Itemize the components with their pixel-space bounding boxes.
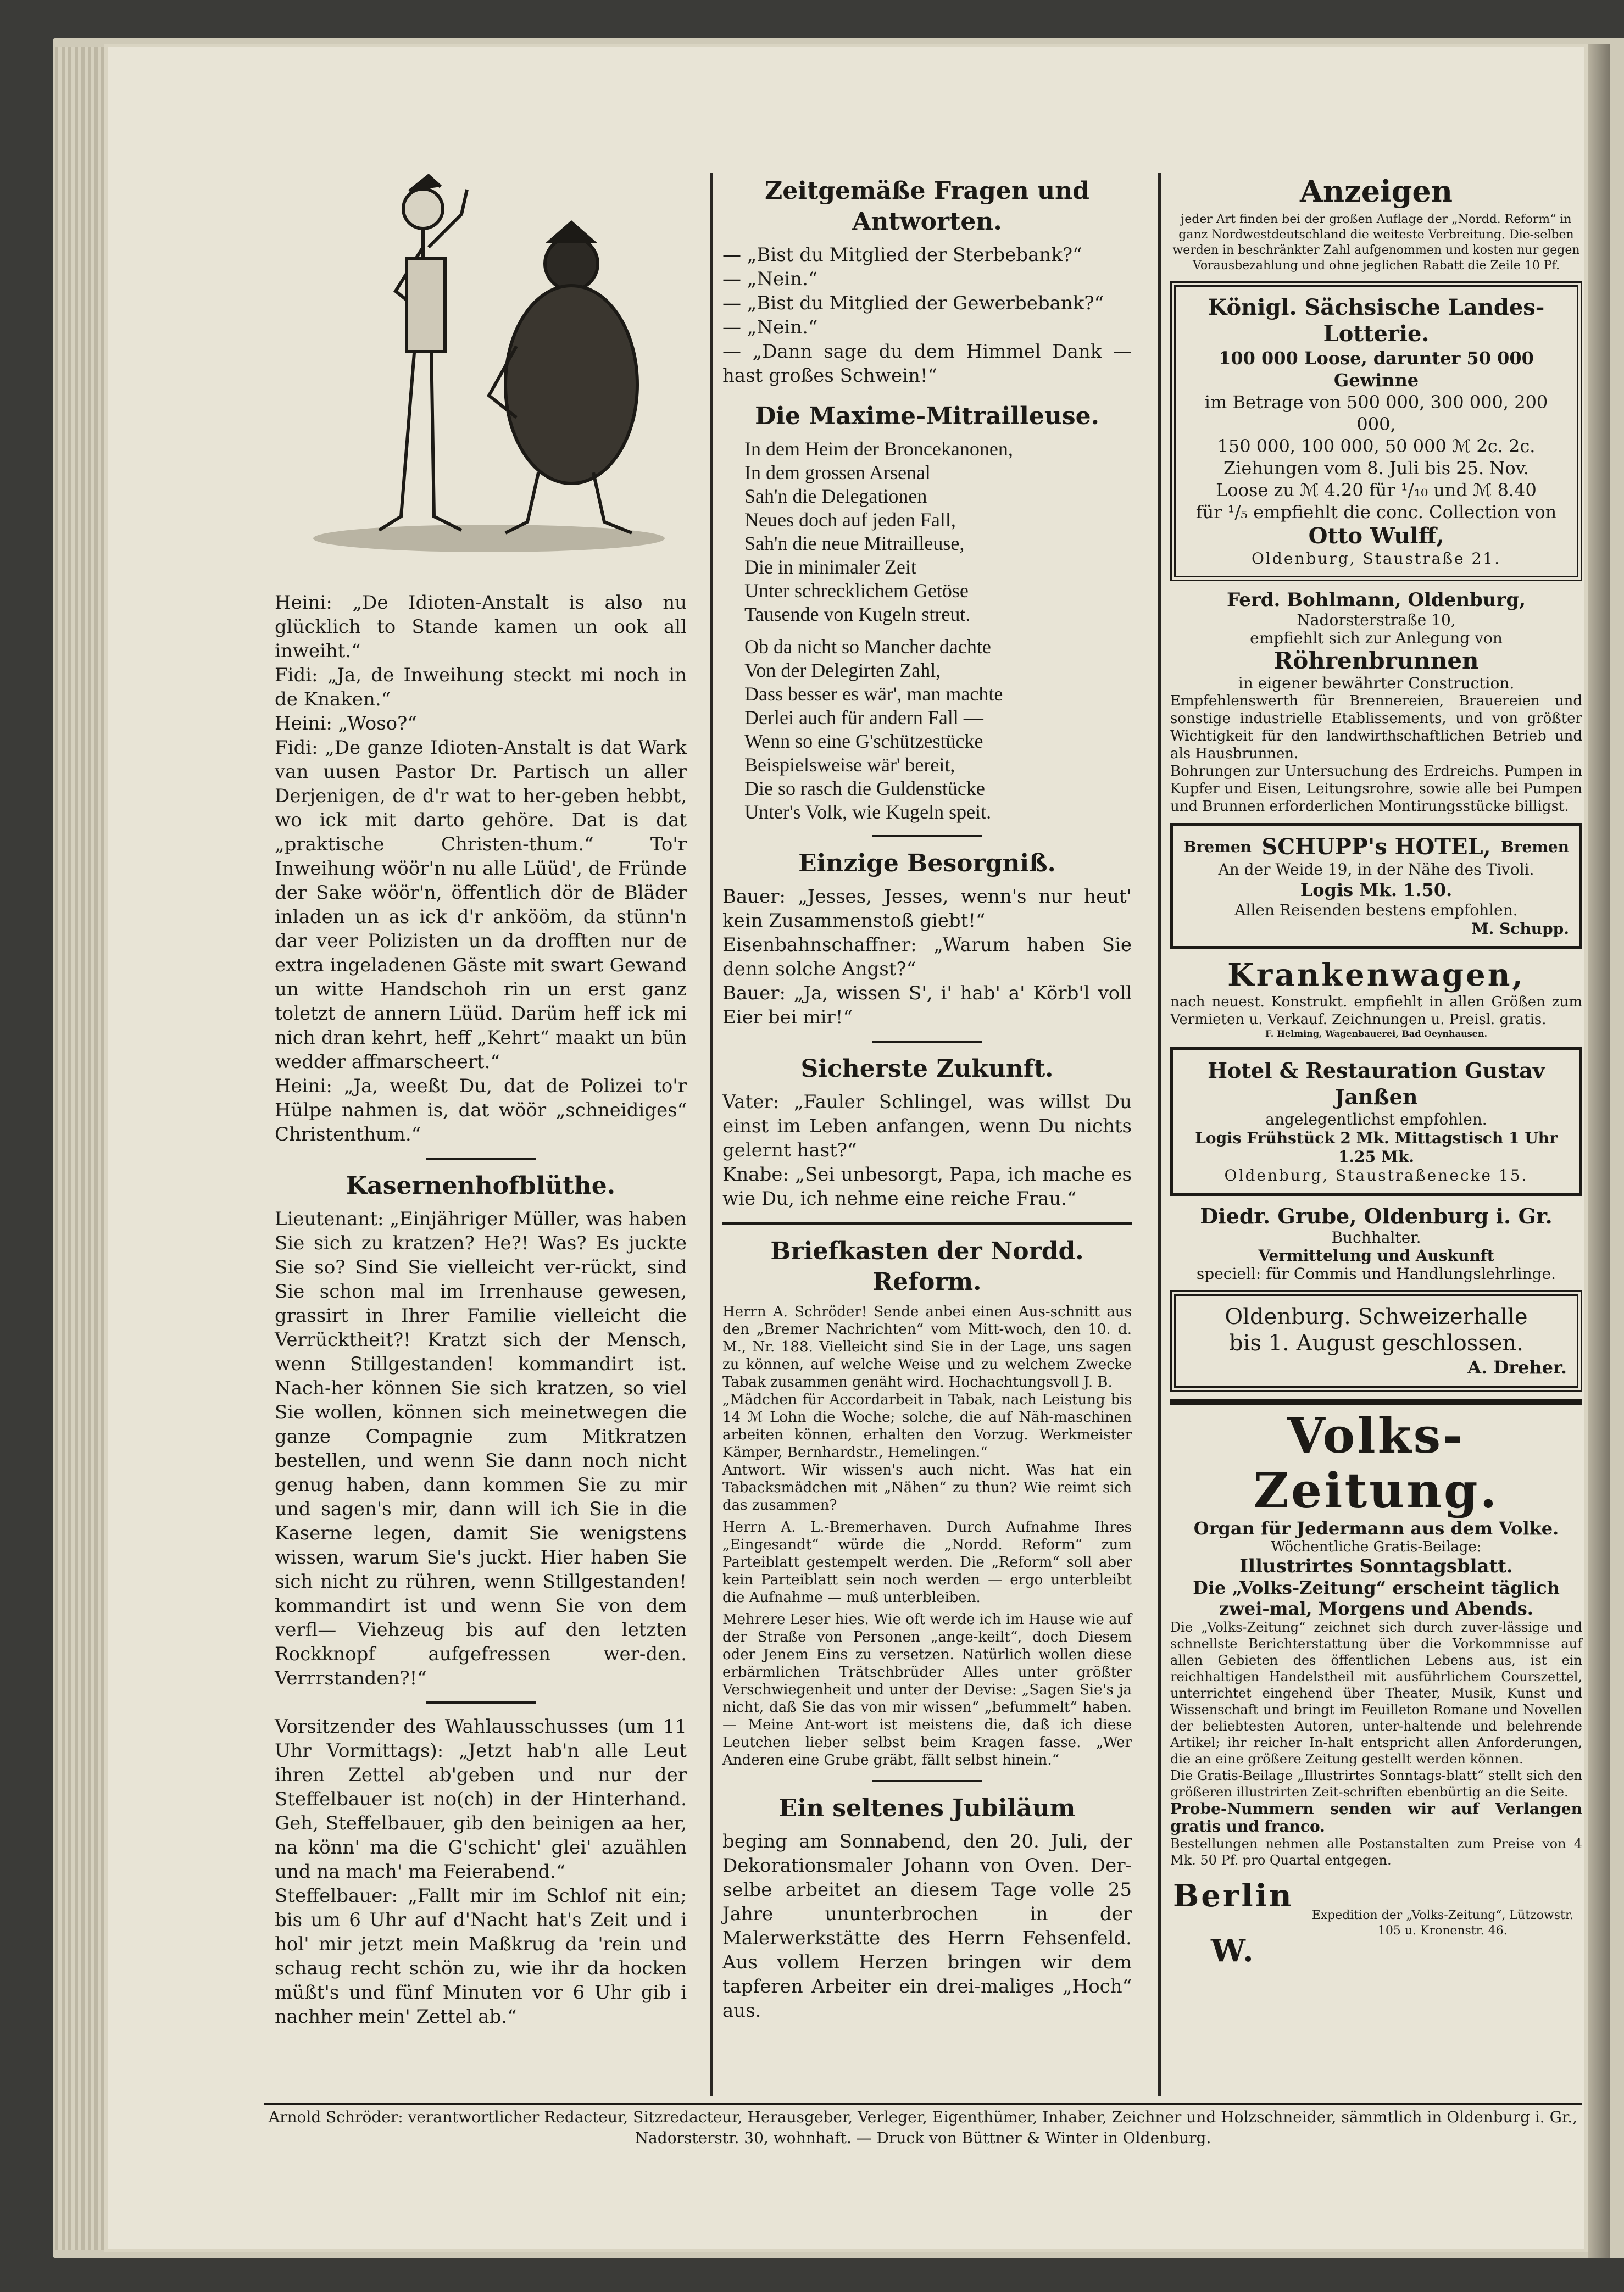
ad-text: nach neuest. Konstrukt. empfiehlt in allen Größen zum Vermieten u. Verkauf. Zeichnungen u. Preisl. gratis. bbox=[1170, 994, 1582, 1028]
ad-schupp bbox=[1170, 823, 1582, 949]
qa-line: — „Dann sage du dem Himmel Dank — hast großes Schwein!“ bbox=[722, 341, 1132, 387]
ad-text: Bestellungen nehmen alle Postanstalten zum Preise von 4 Mk. 50 Pf. pro Quartal entgegen. bbox=[1170, 1836, 1582, 1868]
paragraph: Bauer: „Jesses, Jesses, wenn's nur heut' kein Zusammenstoß giebt!“ bbox=[722, 886, 1132, 932]
letter-paragraph: „Mädchen für Accordarbeit in Tabak, nach Leistung bis 14 ℳ Lohn die Woche; solche, die auf Näh-maschinen arbeiten können, erhalten den Vorzug. Werkmeister Kämper, Bernhardstr., Hemelingen.“ bbox=[722, 1392, 1132, 1461]
dialog-line: Fidi: „De ganze Idioten-Anstalt is dat Wark van uusen Pastor Dr. Partisch un aller Derjenigen, de d'r wat to her-geben hebbt, wo ick mit darto gehöre. Dat is dat „praktische Christen-thum.“ To'r Inweihung wöör'n nu alle Lüüd', de Fründe der Sake wöör'n, öffentlich dör de Bläder inladen un as ick d'r ankööm, da stünn'n dar veer Polizisten un da drofften nur de extra ingeladenen Gäste mit swart Gewand un witte Handschoh rin un erst ganz toletzt de annern Lüüd. Darüm heff ick mi nich dran kehrt, heff „Kehrt“ maakt un bün wedder affmarscheert.“ bbox=[275, 737, 687, 1073]
ad-grube bbox=[1170, 1204, 1582, 1283]
ad-sign: F. Helming, Wagenbauerei, Bad Oeynhausen. bbox=[1265, 1028, 1488, 1039]
ad-city: Bremen bbox=[1183, 838, 1252, 856]
poem-stanza-1 bbox=[722, 437, 1132, 626]
verse-line: Wenn so eine G'schützestücke bbox=[744, 730, 983, 752]
ad-text: Probe-Nummern senden wir auf Verlangen gratis und franco. bbox=[1170, 1800, 1582, 1835]
qa-line: — „Nein.“ bbox=[722, 316, 818, 338]
briefkasten-heading: Briefkasten der Nordd. Reform. bbox=[770, 1237, 1084, 1296]
ad-line: Loose zu ℳ 4.20 für ¹/₁₀ und ℳ 8.40 bbox=[1216, 480, 1537, 500]
column-rule-2 bbox=[1158, 173, 1161, 2096]
schupp-header bbox=[1183, 834, 1569, 860]
ad-line: Allen Reisenden bestens empfohlen. bbox=[1234, 901, 1518, 919]
fragen-heading: Zeitgemäße Fragen und Antworten. bbox=[765, 177, 1089, 236]
qa-line: — „Bist du Mitglied der Sterbebank?“ bbox=[722, 244, 1082, 266]
dialog-line: Heini: „De Idioten-Anstalt is also nu glücklich to Stande kamen un ook all inweiht.“ bbox=[275, 592, 687, 662]
ad-title: Oldenburg. Schweizerhalle bbox=[1225, 1304, 1528, 1329]
ad-line: Vermittelung und Auskunft bbox=[1258, 1247, 1494, 1265]
ad-line: im Betrage von 500 000, 300 000, 200 000, bbox=[1204, 392, 1548, 435]
ad-text: Die „Volks-Zeitung“ zeichnet sich durch zuver-lässige und schnellste Berichterstattung über die Vorkommnisse auf allen Gebieten des öffentlichen Lebens aus, ist ein reichhaltigen Handelstheil mit ausführlichem Courszettel, unterrichtet eingehend über Theater, Musik, Kunst und Wissenschaft und bringt im Feuilleton Romane und Novellen der beliebtesten Autoren, unter-haltende und belehrende Artikel; ihr reicher In-halt entspricht allen Anforderungen, die an eine größere Zeitung gestellt werden können. bbox=[1170, 1620, 1582, 1767]
verse-line: Sah'n die Delegationen bbox=[744, 485, 927, 507]
verse-line: Unter's Volk, wie Kugeln speit. bbox=[744, 801, 992, 823]
zukunft-heading: Sicherste Zukunft. bbox=[800, 1055, 1054, 1083]
ad-title: Hotel & Restauration Gustav Janßen bbox=[1208, 1058, 1545, 1109]
ad-janssen bbox=[1170, 1047, 1582, 1196]
ad-lotterie bbox=[1170, 281, 1582, 581]
ad-line: Buchhalter. bbox=[1331, 1228, 1421, 1247]
letter-paragraph: Herrn A. Schröder! Sende anbei einen Aus-schnitt aus den „Bremer Nachrichten“ vom Mitt-woch, den 10. d. M., Nr. 188. Vielleicht sind Sie in der Lage, uns sagen zu können, auf welche Weise und zu welchem Zwecke Tabak zusammen genäht wird. Hochachtungsvoll J. B. bbox=[722, 1304, 1132, 1390]
maxime-heading: Die Maxime-Mitrailleuse. bbox=[755, 402, 1099, 430]
cartoon-illustration bbox=[297, 165, 681, 566]
verse-line: Sah'n die neue Mitrailleuse, bbox=[744, 532, 965, 554]
ad-line: empfiehlt sich zur Anlegung von bbox=[1250, 629, 1503, 647]
verse-line: Die so rasch die Guldenstücke bbox=[744, 777, 985, 799]
verse-line: Unter schrecklichem Getöse bbox=[744, 580, 969, 602]
ad-bohlmann bbox=[1170, 589, 1582, 815]
ad-city: Berlin W. bbox=[1172, 1878, 1294, 1969]
verse-line: Neues doch auf jeden Fall, bbox=[744, 509, 956, 531]
lotterie-title: Königl. Sächsische Landes-Lotterie. bbox=[1208, 294, 1545, 347]
ad-line: An der Weide 19, in der Nähe des Tivoli. bbox=[1218, 860, 1534, 878]
divider bbox=[722, 1222, 1132, 1225]
ad-line: Wöchentliche Gratis-Beilage: bbox=[1271, 1539, 1482, 1555]
ad-line: 150 000, 100 000, 50 000 ℳ 2c. 2c. bbox=[1217, 436, 1536, 457]
qa-line: — „Bist du Mitglied der Gewerbebank?“ bbox=[722, 292, 1104, 314]
ad-volkszeitung bbox=[1170, 1399, 1582, 1978]
ad-schweizerhalle bbox=[1170, 1290, 1582, 1392]
verse-line: Beispielsweise wär' bereit, bbox=[744, 754, 955, 776]
ad-sign: M. Schupp. bbox=[1471, 920, 1569, 938]
ad-name: SCHUPP's HOTEL, bbox=[1261, 834, 1491, 860]
letter-paragraph: Mehrere Leser hies. Wie oft werde ich im Hause wie auf der Straße von Personen „ange-keilt“, doch Diesem oder Jenem Eins zu versetzen. Natürlich wollen diese erbärmlichen Trätschbrüder Alles unter größter Verschwiegenheit und unter der Devise: „Sagen Sie's ja nicht, daß Sie das von mir wissen“ „befummelt“ haben. — Meine Ant-wort ist meistens die, daß ich diese Leutchen lieber selbst beim Kragen fasse. „Wer Anderen eine Grube gräbt, fällt selbst hinein.“ bbox=[722, 1611, 1132, 1768]
paragraph: Steffelbauer: „Fallt mir im Schlof nit ein; bis um 6 Uhr auf d'Nacht hat's Zeit und i hol' mir jetzt mein Maßkrug da 'rein und schaug recht schön zu, wie ihr da hocken müßt's und fünf Minuten vor 6 Uhr gib i nachher mein' Zettel ab.“ bbox=[275, 1885, 687, 2028]
sorge-heading: Einzige Besorgniß. bbox=[798, 849, 1056, 877]
paragraph: beging am Sonnabend, den 20. Juli, der Dekorationsmaler Johann von Oven. Der-selbe arbeitet an diesem Tage volle 25 Jahre ununterbrochen in der Malerwerkstätte des Herrn Fehsenfeld. Aus vollem Herzen bringen wir dem tapferen Arbeiter ein drei-maliges „Hoch“ aus. bbox=[722, 1831, 1132, 2022]
column-2 bbox=[722, 176, 1132, 2023]
imprint-footer: Arnold Schröder: verantwortlicher Redacteur, Sitzredacteur, Herausgeber, Verleger, Eigenthümer, Inhaber, Zeichner und Holzschneider, sämmtlich in Oldenburg i. Gr., Nadorsterstr. 30, wohnhaft. — Druck von Büttner & Winter in Oldenburg. bbox=[268, 2108, 1578, 2147]
ad-name: Ferd. Bohlmann, Oldenburg, bbox=[1226, 589, 1526, 611]
verse-line: Von der Delegirten Zahl, bbox=[744, 659, 941, 681]
verse-line: In dem Heim der Broncekanonen, bbox=[744, 438, 1013, 460]
ad-line: Expedition der „Volks-Zeitung“, Lützowstr. 105 u. Kronenstr. 46. bbox=[1311, 1909, 1573, 1938]
ad-title: Diedr. Grube, Oldenburg i. Gr. bbox=[1200, 1204, 1553, 1228]
ad-text: Empfehlenswerth für Brennereien, Brauereien und sonstige industrielle Etablissements, und von größter Wichtigkeit für den landwirthschaftlichen Betrieb und als Hausbrunnen. bbox=[1170, 693, 1582, 762]
column-rule-1 bbox=[710, 173, 713, 2096]
qa-line: — „Nein.“ bbox=[722, 268, 818, 290]
divider bbox=[426, 1158, 536, 1160]
ad-name: Otto Wulff, bbox=[1308, 523, 1444, 549]
column-1 bbox=[275, 591, 687, 2029]
ad-line: Logis Frühstück 2 Mk. Mittagstisch 1 Uhr bbox=[1195, 1129, 1558, 1147]
volks-berlin-row bbox=[1170, 1868, 1582, 1978]
jubilaeum-heading: Ein seltenes Jubiläum bbox=[778, 1794, 1076, 1822]
ad-line: Nadorsterstraße 10, bbox=[1297, 611, 1456, 629]
ad-title: Krankenwagen, bbox=[1227, 957, 1525, 993]
letter-paragraph: Antwort. Wir wissen's auch nicht. Was hat ein Tabacksmädchen mit „Nähen“ zu thun? Wie reimt sich das zusammen? bbox=[722, 1462, 1132, 1514]
page-stack-edge bbox=[55, 47, 104, 2250]
letter-paragraph: Herrn A. L.-Bremerhaven. Durch Aufnahme Ihres „Eingesandt“ würde die „Nordd. Reform“ zum Parteiblatt gestempelt werden. Die „Reform“ soll aber kein Parteiblatt sein noch werden — ergo unterbleibt die Aufnahme — muß unterbleiben. bbox=[722, 1519, 1132, 1606]
ad-sign: A. Dreher. bbox=[1467, 1357, 1567, 1378]
poem-stanza-2 bbox=[722, 635, 1132, 824]
kasernen-heading: Kasernenhofblüthe. bbox=[346, 1172, 616, 1200]
ad-text: Die Gratis-Beilage „Illustrirtes Sonntags-blatt“ stellt sich den größeren illustrirten Zeit-schriften ebenbürtig an die Seite. bbox=[1170, 1768, 1582, 1800]
ad-line: Illustrirtes Sonntagsblatt. bbox=[1239, 1555, 1513, 1577]
ad-line: Oldenburg, Staustraßenecke 15. bbox=[1224, 1166, 1528, 1184]
dialog-line: Fidi: „Ja, de Inweihung steckt mi noch in de Knaken.“ bbox=[275, 664, 687, 710]
ad-line: Logis Mk. 1.50. bbox=[1300, 880, 1453, 900]
divider bbox=[872, 1041, 982, 1043]
ad-krankenwagen bbox=[1170, 957, 1582, 1039]
ad-line: angelegentlichst empfohlen. bbox=[1265, 1110, 1487, 1128]
verse-line: Die in minimaler Zeit bbox=[744, 556, 916, 578]
ad-line: 1.25 Mk. bbox=[1338, 1148, 1415, 1166]
anzeigen-heading: Anzeigen bbox=[1299, 174, 1453, 209]
verse-line: Tausende von Kugeln streut. bbox=[744, 603, 971, 625]
dialog-line: Heini: „Ja, weeßt Du, dat de Polizei to'r Hülpe nahmen is, dat wöör „schneidiges“ Christenthum.“ bbox=[275, 1075, 687, 1145]
column-3 bbox=[1170, 176, 1582, 1978]
book-spine-shadow bbox=[1588, 44, 1610, 2258]
dialog-line: Heini: „Woso?“ bbox=[275, 713, 417, 735]
volks-title: Volks-Zeitung. bbox=[1253, 1407, 1499, 1519]
ad-line: 100 000 Loose, darunter 50 000 Gewinne bbox=[1219, 348, 1534, 391]
paragraph: Knabe: „Sei unbesorgt, Papa, ich mache es wie Du, ich nehme eine reiche Frau.“ bbox=[722, 1164, 1132, 1210]
divider bbox=[426, 1701, 536, 1704]
paragraph: Bauer: „Ja, wissen S', i' hab' a' Körb'l voll Eier bei mir!“ bbox=[722, 982, 1132, 1028]
divider bbox=[872, 835, 982, 837]
ad-line: bis 1. August geschlossen. bbox=[1229, 1331, 1523, 1356]
paragraph: Vorsitzender des Wahlausschusses (um 11 Uhr Vormittags): „Jetzt hab'n alle Leut ihren Zettel ab'geben und nur der Steffelbauer ist no(ch) in der Hinterhand. Geh, Steffelbauer, gib den beinigen aa her, na könn' ma die G'schicht' glei' azuählen und na mach' ma Feierabend.“ bbox=[275, 1716, 687, 1883]
divider bbox=[872, 1780, 982, 1782]
ad-line: in eigener bewährter Construction. bbox=[1238, 674, 1515, 692]
ad-line: Oldenburg, Staustraße 21. bbox=[1251, 549, 1501, 568]
verse-line: Dass besser es wär', man machte bbox=[744, 683, 1003, 705]
ad-text: Bohrungen zur Untersuchung des Erdreichs. Pumpen in Kupfer und Eisen, Leitungsrohre, sowie alle bei Pumpen und Brunnen erforderlichen Montirungsstücke billigst. bbox=[1170, 763, 1582, 815]
ad-city: Bremen bbox=[1500, 838, 1569, 856]
anzeigen-intro: jeder Art finden bei der großen Auflage der „Nordd. Reform“ in ganz Nordwestdeutschland die weiteste Verbreitung. Die-selben werden in beschränkter Zahl aufgenommen und kosten nur gegen Vorausbezahlung und ohne jeglichen Rabatt die Zeile 10 Pf. bbox=[1172, 213, 1580, 272]
ad-big: Röhrenbrunnen bbox=[1273, 647, 1479, 674]
paragraph: Lieutenant: „Einjähriger Müller, was haben Sie sich zu kratzen? He?! Was? Es juckte Sie so? Sind Sie vielleicht ver-rückt, sind Sie schon mal im Irrenhause gewesen, grassirt in Ihrer Familie vielleicht die Verrücktheit?! Kratzt sich der Mensch, wenn Stillgestanden! kommandirt ist. Nach-her können Sie sich kratzen, so viel Sie wollen, können sich meinetwegen die ganze Compagnie zum Mitkratzen bestellen, und wenn Sie dann noch nicht genug haben, dann kommen Sie zu mir und sagen's mir, dann will ich Sie in die Kaserne legen, damit Sie wenigstens wissen, warum Sie's juckt. Hier haben Sie sich nicht zu rühren, wenn Stillgestanden! kommandirt ist und wenn Sie von dem verfl— Viehzeug bis auf den letzten Rockknopf aufgefressen wer-den. Verrrstanden?!“ bbox=[275, 1208, 687, 1689]
ad-line: Die „Volks-Zeitung“ erscheint täglich zwei-mal, Morgens und Abends. bbox=[1193, 1577, 1560, 1619]
footer-rule bbox=[264, 2103, 1582, 2105]
paragraph: Vater: „Fauler Schlingel, was willst Du einst im Leben anfangen, wenn Du nichts gelernt hast?“ bbox=[722, 1091, 1132, 1161]
paragraph: Eisenbahnschaffner: „Warum haben Sie denn solche Angst?“ bbox=[722, 934, 1132, 980]
ad-line: Ziehungen vom 8. Juli bis 25. Nov. bbox=[1223, 458, 1530, 479]
verse-line: In dem grossen Arsenal bbox=[744, 461, 931, 483]
ad-line: speciell: für Commis und Handlungslehrlinge. bbox=[1196, 1265, 1556, 1283]
ad-line: Organ für Jedermann aus dem Volke. bbox=[1193, 1518, 1559, 1539]
verse-line: Ob da nicht so Mancher dachte bbox=[744, 636, 991, 658]
ad-line: für ¹/₅ empfiehlt die conc. Collection von bbox=[1195, 502, 1557, 522]
verse-line: Derlei auch für andern Fall — bbox=[744, 706, 983, 728]
